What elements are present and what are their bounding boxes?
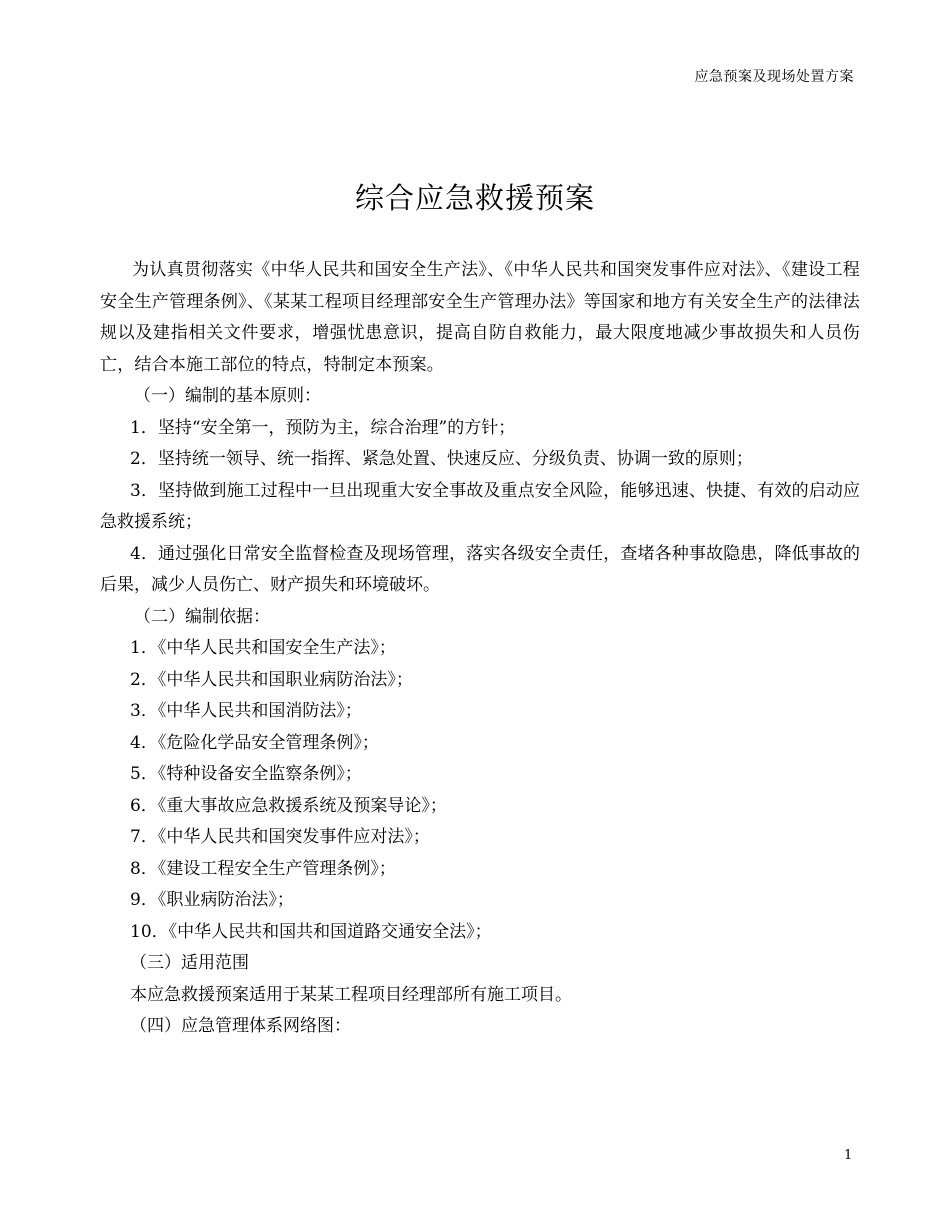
basis-item: 4．《危险化学品安全管理条例》； [130,732,379,753]
running-header: 应急预案及现场处置方案 [694,69,854,85]
basis-item: 3．《中华人民共和国消防法》； [130,701,362,721]
basis-item: 1．《中华人民共和国安全生产法》； [130,638,396,658]
section-heading-network-diagram: （四）应急管理体系网络图： [130,1016,351,1036]
section-heading-principles: （一）编制的基本原则： [134,386,321,406]
principle-item: 2．坚持统一领导、统一指挥、紧急处置、快速反应、分级负责、协调一致的原则； [130,449,753,469]
basis-item: 9．《职业病防治法》； [130,890,294,910]
section-heading-basis: （二）编制依据： [134,606,270,627]
page-number: 1 [844,1148,853,1163]
basis-item: 8．《建设工程安全生产管理条例》； [130,858,396,879]
principle-item: 1．坚持“安全第一，预防为主，综合治理”的方针； [130,417,516,438]
document-title: 综合应急救援预案 [354,181,595,215]
basis-item: 2．《中华人民共和国职业病防治法》； [130,669,413,690]
basis-item: 10．《中华人民共和国共和国道路交通安全法》； [130,921,492,942]
scope-text: 本应急救援预案适用于某某工程项目经理部所有施工项目。 [130,984,572,1005]
principle-item: 3．坚持做到施工过程中一旦出现重大安全事故及重点安全风险，能够迅速、快捷、有效的启动应急救援系统； [100,480,860,532]
principle-item: 4．通过强化日常安全监督检查及现场管理，落实各级安全责任，查堵各种事故隐患，降低事故的后果，减少人员伤亡、财产损失和环境破坏。 [100,543,860,595]
basis-item: 7．《中华人民共和国突发事件应对法》； [130,827,430,847]
document-body [100,255,860,1043]
section-heading-scope: （三）适用范围 [130,953,249,973]
intro-paragraph: 为认真贯彻落实《中华人民共和国安全生产法》、《中华人民共和国突发事件应对法》、《建设工程安全生产管理条例》、《某某工程项目经理部安全生产管理办法》等国家和地方有关安全生产的法律法规以及建指相关文件要求，增强忧患意识，提高自防自救能力，最大限度地减少事故损失和人员伤亡，结合本施工部位的特点，特制定本预案。 [100,260,860,375]
basis-item: 6．《重大事故应急救援系统及预案导论》； [130,795,447,816]
basis-item: 5．《特种设备安全监察条例》； [130,764,362,784]
